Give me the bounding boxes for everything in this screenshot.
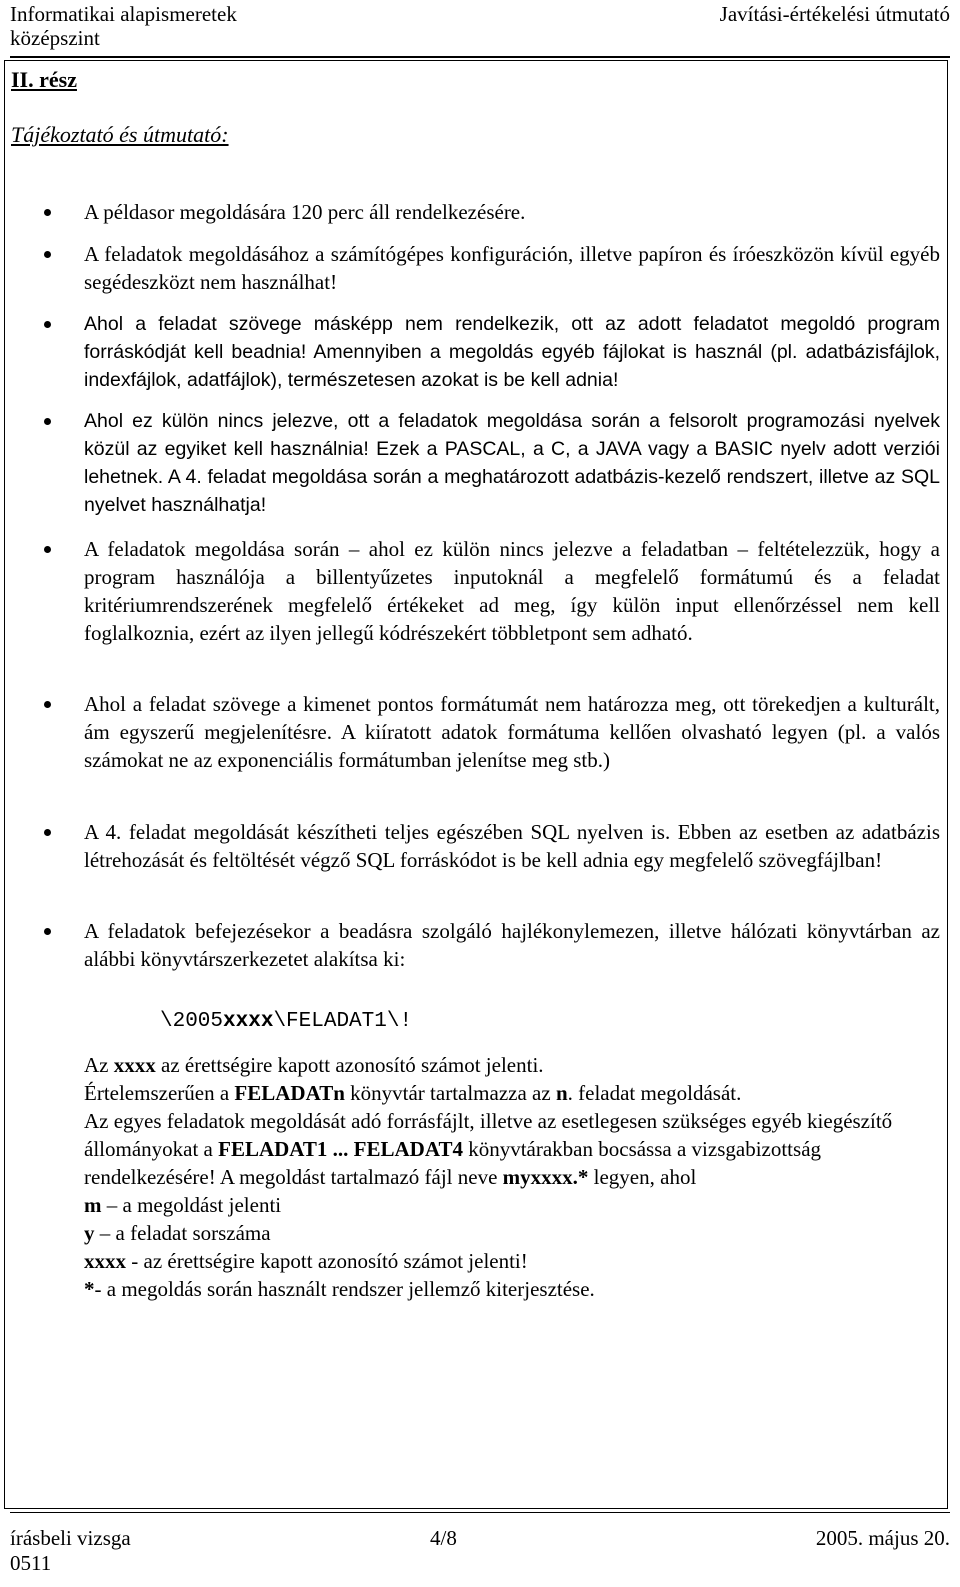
- footer-date: 2005. május 20.: [815, 1526, 950, 1550]
- page-number: 4/8: [430, 1526, 457, 1550]
- path-suffix: \FELADAT1\!: [273, 1010, 413, 1033]
- header-subject: Informatikai alapismeretek: [10, 2, 237, 26]
- bullet-dot: [44, 251, 51, 258]
- list-item: A feladatok megoldásához a számítógépes konfiguráción, illetve papíron és íróeszközön kívül egyéb segédeszközt nem használhat!: [84, 242, 940, 294]
- list-item: A példasor megoldására 120 perc áll rendelkezésére.: [84, 200, 526, 224]
- bullet-dot: [44, 321, 51, 328]
- legend-y: y – a feladat sorszáma: [84, 1221, 271, 1245]
- legend-extension: *- a megoldás során használt rendszer jellemző kiterjesztése.: [84, 1277, 595, 1301]
- bullet-dot: [44, 928, 51, 935]
- header-doc-type: Javítási-értékelési útmutató: [719, 2, 950, 26]
- page-header: [10, 0, 950, 58]
- legend-m: m – a megoldást jelenti: [84, 1193, 282, 1217]
- bullet-dot: [44, 829, 51, 836]
- list-item: Ahol ez külön nincs jelezve, ott a feladatok megoldása során a felsorolt programozási nyelvek közül az egyiket kell használnia! Ezek a PASCAL, a C, a JAVA vagy a BASIC nyelv adott verziói lehetnek. A 4. feladat megoldása során a meghatározott adatbázis-kezelő rendszert, illetve az SQL nyelvet használhatja!: [84, 410, 940, 516]
- section-title: II. rész: [11, 67, 77, 92]
- page-footer: [10, 1512, 950, 1584]
- list-item: Ahol a feladat szövege a kimenet pontos formátumát nem határozza meg, ott törekedjen a kulturált, ám egyszerű megjelenítésre. A kiíratott adatok formátuma kellően olvasható legyen (pl. a valós számokat ne az exponenciális formátumban jelenítse meg stb.): [84, 692, 940, 772]
- note-folder: Értelemszerűen a FELADATn könyvtár tartalmazza az n. feladat megoldását.: [84, 1081, 742, 1105]
- bullet-dot: [44, 209, 51, 216]
- bullet-dot: [44, 418, 51, 425]
- list-item: A feladatok megoldása során – ahol ez külön nincs jelezve a feladatban – feltételezzük, hogy a program használója a billentyűzetes inputoknál a megfelelő formátumú és a feladat kritériumrendszerének megfelelő értékeket ad meg, így külön input ellenőrzéssel nem kell foglalkoznia, ezért az ilyen jellegű kódrészekért többletpont sem adható.: [84, 537, 940, 645]
- list-item: A feladatok befejezésekor a beadásra szolgáló hajlékonylemezen, illetve hálózati könyvtárban az alábbi könyvtárszerkezetet alakítsa ki:: [84, 919, 940, 971]
- footer-code: 0511: [10, 1551, 52, 1575]
- bullet-dot: [44, 701, 51, 708]
- directory-path: [160, 1010, 412, 1033]
- note-files: Az egyes feladatok megoldását adó forrásfájlt, illetve az esetlegesen szükséges egyéb kiegészítő állományokat a FELADAT1 ... FELADAT4 könyvtárakban bocsássa a vizsgabizottság rendelkezésére! A megoldást tartalmazó fájl neve myxxxx.* legyen, ahol: [84, 1109, 893, 1189]
- list-item: A 4. feladat megoldását készítheti teljes egészében SQL nyelven is. Ebben az esetben az adatbázis létrehozását és feltöltését végző SQL forráskódot is be kell adnia egy megfelelő szövegfájlban!: [84, 820, 940, 872]
- footer-exam-type: írásbeli vizsga: [10, 1526, 131, 1550]
- path-prefix: \2005: [160, 1010, 224, 1033]
- list-item: Ahol a feladat szövege másképp nem rendelkezik, ott az adott feladatot megoldó program forráskódját kell beadnia! Amennyiben a megoldás egyéb fájlokat is használ (pl. adatbázisfájlok, indexfájlok, adatfájlok), természetesen azokat is be kell adnia!: [84, 313, 940, 391]
- note-id: Az xxxx az érettségire kapott azonosító számot jelenti.: [84, 1053, 544, 1077]
- legend-xxxx: xxxx - az érettségire kapott azonosító számot jelenti!: [84, 1249, 528, 1273]
- header-level: középszint: [10, 26, 100, 50]
- bullet-dot: [44, 546, 51, 553]
- footer-divider: [10, 1512, 950, 1513]
- path-id: xxxx: [223, 1010, 274, 1033]
- info-title: Tájékoztató és útmutató:: [11, 122, 229, 147]
- header-divider: [10, 56, 950, 58]
